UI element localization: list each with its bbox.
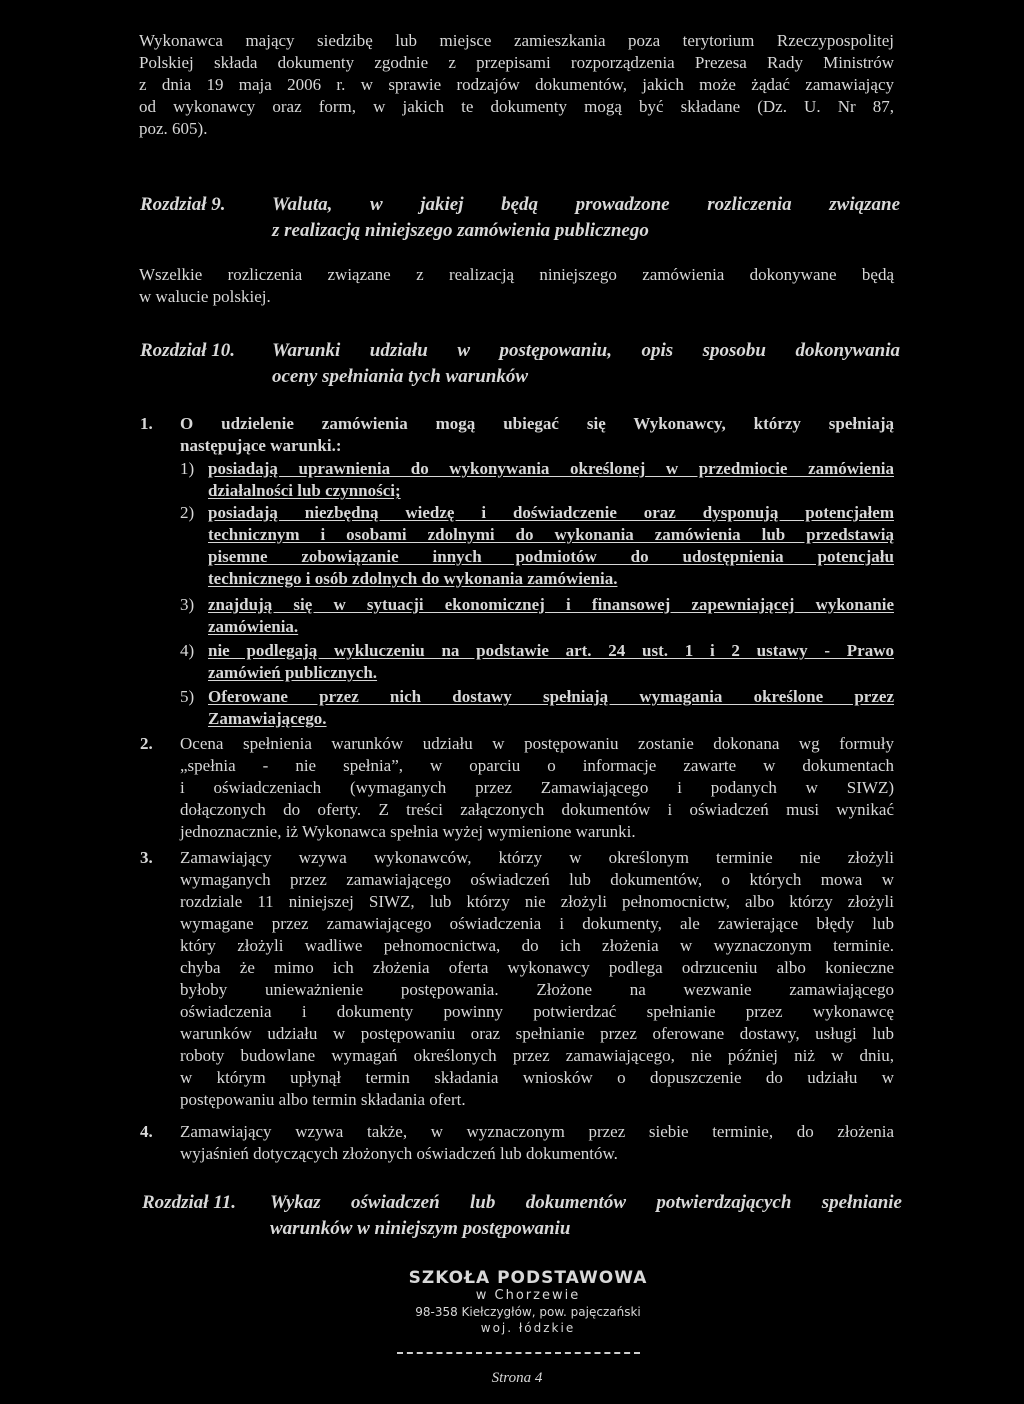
chapter-title [272,338,900,390]
paragraph-line: oświadczenia i dokumenty powinny potwierdzać spełnianie przez wykonawcę [180,1002,894,1021]
chapter-title [270,1190,902,1242]
chapter-title-line: Warunki udziału w postępowaniu, opis sposobu dokonywania [272,340,900,361]
sub-line: posiadają uprawnienia do wykonywania określonej w przedmiocie zamówienia [208,459,894,478]
sub-line: działalności lub czynności; [208,481,401,500]
sub-line: nie podlegają wykluczeniu na podstawie art. 24 ust. 1 i 2 ustawy - Prawo [208,641,894,660]
paragraph-line: w którym upłynął termin składania wniosków o dopuszczenie do udziału w [180,1068,894,1087]
paragraph-line: dołączonych do oferty. Z treści załączonych dokumentów i oświadczeń musi wynikać [180,800,894,819]
chapter-title-line: z realizacją niniejszego zamówienia publicznego [272,220,649,241]
sub-line: posiadają niezbędną wiedzę i doświadczenie oraz dysponują potencjałem [208,503,894,522]
sub-line: Oferowane przez nich dostawy spełniają wymagania określone przez [208,687,894,706]
item-number: 2. [140,734,153,753]
item-number: 3. [140,848,153,867]
sub-condition-5 [180,686,894,730]
item-number: 1. [140,414,153,433]
paragraph-line: postępowaniu albo termin składania ofert. [180,1090,466,1109]
intro-line: poz. 605). [139,119,208,138]
paragraph-line: chyba że mimo ich złożenia oferta wykonawcy podlega odrzuceniu albo konieczne [180,958,894,977]
chapter-number: Rozdział 11. [142,1192,236,1213]
chapter-9-text [139,264,894,308]
sub-line: technicznym i osobami zdolnymi do wykonania zamówienia lub przedstawią [208,525,894,544]
sub-line: zamówień publicznych. [208,663,378,682]
chapter-title-line: Wykaz oświadczeń lub dokumentów potwierdzających spełnianie [270,1192,902,1213]
paragraph-line: „spełnia - nie spełnia”, w oparciu o informacje zawarte w dokumentach [180,756,894,775]
paragraph-line: O udzielenie zamówienia mogą ubiegać się Wykonawcy, którzy spełniają [180,414,894,433]
paragraph-line: w walucie polskiej. [139,287,271,306]
chapter-title-line: Waluta, w jakiej będą prowadzone rozliczenia związane [272,194,900,215]
paragraph-line: jednoznacznie, iż Wykonawca spełnia wyżej wymienione warunki. [180,822,636,841]
paragraph-line: Zamawiający wzywa także, w wyznaczonym przez siebie terminie, do złożenia [180,1122,894,1141]
sub-condition-2 [180,502,894,590]
paragraph-line: wymagane przez zamawiającego oświadczenia i dokumenty, ale zawierające błędy lub [180,914,894,933]
condition-item-2 [140,733,894,843]
chapter-title-line: warunków w niniejszym postępowaniu [270,1218,571,1239]
sub-number: 3) [180,595,195,614]
footer-rule [397,1352,640,1354]
school-stamp [398,1268,658,1336]
paragraph-line: rozdziale 11 niniejszej SIWZ, lub którzy nie złożyli pełnomocnictw, albo którzy złożyli [180,892,894,911]
sub-number: 1) [180,459,195,478]
stamp-line: 98-358 Kiełczygłów, pow. pajęczański [415,1305,641,1319]
intro-line: Wykonawca mający siedzibę lub miejsce zamieszkania poza terytorium Rzeczypospolitej [139,31,894,50]
page-number: Strona 4 [491,1370,543,1386]
item-number: 4. [140,1122,153,1141]
stamp-line: SZKOŁA PODSTAWOWA [408,1268,648,1288]
chapter-title [272,192,900,244]
condition-item-4 [140,1121,894,1165]
sub-number: 4) [180,641,195,660]
intro-paragraph [139,30,894,140]
sub-condition-1 [180,458,894,502]
paragraph-line: Wszelkie rozliczenia związane z realizacją niniejszego zamówienia dokonywane będą [139,265,894,284]
intro-line: Polskiej składa dokumenty zgodnie z przepisami rozporządzenia Prezesa Rady Ministrów [139,53,894,72]
paragraph-line: następujące warunki.: [180,436,342,455]
paragraph-line: który złożyli wadliwe pełnomocnictwa, do ich złożenia w wyznaczonym terminie. [180,936,894,955]
condition-item-1 [140,413,894,457]
sub-number: 2) [180,503,195,522]
stamp-line: w Chorzewie [475,1288,581,1303]
sub-line: zamówienia. [208,617,299,636]
sub-line: znajdują się w sytuacji ekonomicznej i finansowej zapewniającej wykonanie [208,595,894,614]
chapter-number: Rozdział 9. [140,194,226,215]
sub-condition-3 [180,594,894,638]
paragraph-line: byłoby unieważnienie postępowania. Złożone na wezwanie zamawiającego [180,980,894,999]
sub-line: Zamawiającego. [208,709,327,728]
sub-line: technicznego i osób zdolnych do wykonania zamówienia. [208,569,618,588]
chapter-title-line: oceny spełniania tych warunków [272,366,528,387]
intro-line: z dnia 19 maja 2006 r. w sprawie rodzajów dokumentów, jakich może żądać zamawiający [139,75,894,94]
condition-item-3 [140,847,894,1111]
sub-line: pisemne zobowiązanie innych podmiotów do udostępnienia potencjału [208,547,894,566]
stamp-line: woj. łódzkie [480,1321,576,1335]
paragraph-line: wymaganych przez zamawiającego oświadczeń lub dokumentów, o których mowa w [180,870,894,889]
paragraph-line: roboty budowlane wymagań określonych przez zamawiającego, nie później niż w dniu, [180,1046,894,1065]
paragraph-line: i oświadczeniach (wymaganych przez Zamawiającego i podanych w SIWZ) [180,778,894,797]
paragraph-line: warunków udziału w postępowaniu oraz spełnianie przez oferowane dostawy, usługi lub [180,1024,894,1043]
paragraph-line: wyjaśnień dotyczących złożonych oświadczeń lub dokumentów. [180,1144,618,1163]
intro-line: od wykonawcy oraz form, w jakich te dokumenty mogą być składane (Dz. U. Nr 87, [139,97,894,116]
paragraph-line: Ocena spełnienia warunków udziału w postępowaniu zostanie dokonana wg formuły [180,734,894,753]
sub-number: 5) [180,687,195,706]
sub-condition-4 [180,640,894,684]
chapter-number: Rozdział 10. [140,340,236,361]
paragraph-line: Zamawiający wzywa wykonawców, którzy w określonym terminie nie złożyli [180,848,894,867]
